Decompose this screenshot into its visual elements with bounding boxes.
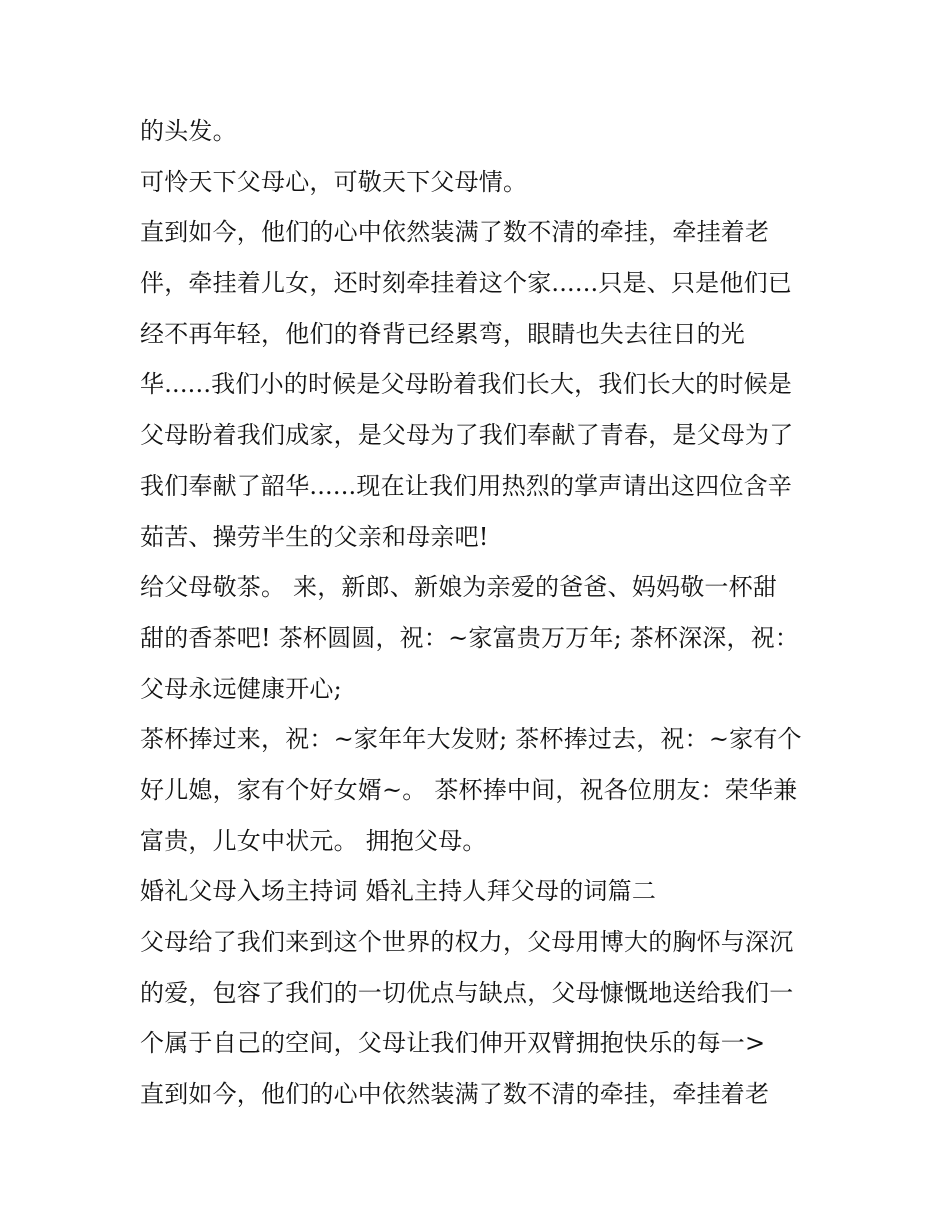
text-line: 茶杯捧过来，祝：~家年年大发财; 茶杯捧过去，祝：~家有个: [140, 725, 802, 754]
document-body: [140, 106, 820, 1120]
text-line: 父母给了我们来到这个世界的权力，父母用博大的胸怀与深沉: [140, 928, 794, 956]
text-line: 父母永远健康开心;: [140, 674, 342, 703]
text-line: 甜的香茶吧! 茶杯圆圆，祝：~家富贵万万年; 茶杯深深，祝：: [140, 623, 800, 652]
text-line: 华......我们小的时候是父母盼着我们长大，我们长大的时候是: [140, 370, 792, 399]
text-line: 个属于自己的空间，父母让我们伸开双臂拥抱快乐的每一>: [140, 1029, 766, 1058]
text-line: 父母盼着我们成家，是父母为了我们奉献了青春，是父母为了: [140, 421, 794, 450]
text-line: 伴，牵挂着儿女，还时刻牵挂着这个家......只是、只是他们已: [140, 269, 792, 298]
text-line: 茹苦、操劳半生的父亲和母亲吧!: [140, 522, 489, 551]
text-line: 的头发。: [140, 117, 237, 145]
section-heading: 婚礼父母入场主持词 婚礼主持人拜父母的词篇二: [140, 877, 657, 906]
text-line: 给父母敬茶。 来，新郎、新娘为亲爱的爸爸、妈妈敬一杯甜: [140, 573, 778, 602]
text-line: 的爱，包容了我们的一切优点与缺点，父母慷慨地送给我们一: [140, 978, 794, 1007]
text-line: 可怜天下父母心，可敬天下父母情。: [140, 167, 528, 196]
text-line: 富贵，儿女中状元。 拥抱父母。: [140, 826, 487, 855]
text-line: 经不再年轻，他们的脊背已经累弯，眼睛也失去往日的光: [140, 319, 745, 348]
text-line: 我们奉献了韶华......现在让我们用热烈的掌声请出这四位含辛: [140, 471, 792, 500]
text-line: 直到如今，他们的心中依然装满了数不清的牵挂，牵挂着老: [140, 218, 770, 247]
text-line: 直到如今，他们的心中依然装满了数不清的牵挂，牵挂着老: [140, 1080, 770, 1109]
text-line: 好儿媳，家有个好女婿~。 茶杯捧中间，祝各位朋友：荣华兼: [140, 775, 798, 804]
